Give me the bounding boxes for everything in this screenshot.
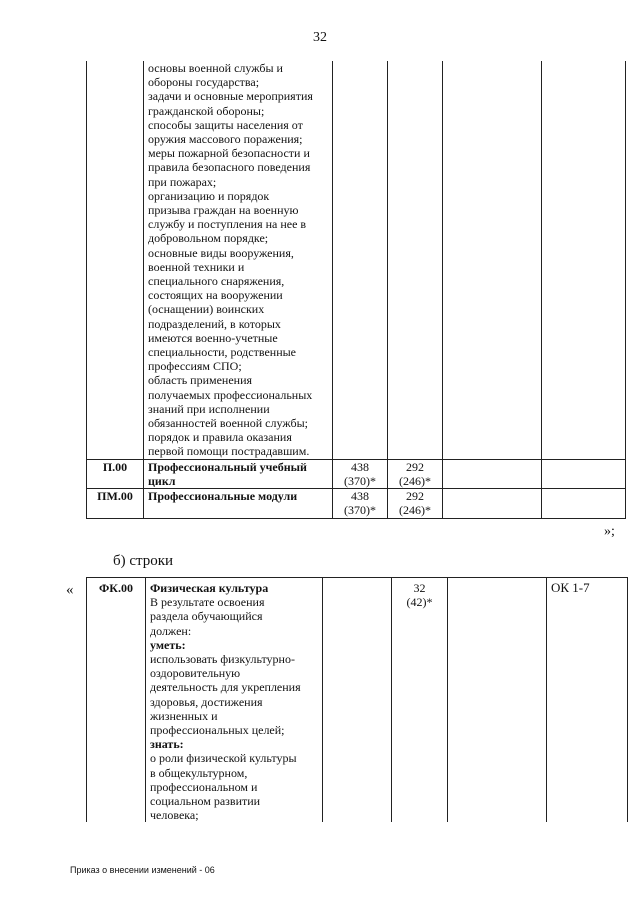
text-line: организацию и порядок: [148, 188, 270, 203]
text-line: порядок и правила оказания: [148, 430, 292, 445]
table-cell: [443, 459, 542, 488]
row-code: ФК.00: [87, 578, 146, 823]
curriculum-table-top: [86, 61, 626, 519]
text-line: основы военной службы и: [148, 61, 283, 75]
opening-quote-mark: «: [66, 582, 74, 598]
table-cell: [333, 61, 388, 459]
table-cell: [542, 61, 626, 459]
competency-codes: ОК 1-7: [547, 578, 628, 823]
row-code: П.00: [87, 459, 144, 488]
text-line: основные виды вооружения,: [148, 245, 294, 260]
discipline-description: Физическая культура В результате освоения раздела обучающийся должен: уметь: использовать физкультурно- оздоровительную деятельность для укрепления здоровья, достижения жизненных и профессиональных целей; знать: о роли физической культуры в общекультурном, профессиональном и социальном развитии человека;: [146, 578, 323, 823]
table-cell: [388, 61, 443, 459]
table-cell: [448, 578, 547, 823]
table-cell-code: [87, 61, 144, 459]
row-name: Профессиональный учебный цикл: [144, 459, 333, 488]
text-line: способы защиты населения от: [148, 117, 303, 132]
table-row: [87, 61, 626, 459]
table-cell: [323, 578, 392, 823]
text-line: при пожарах;: [148, 174, 217, 189]
row-name: Профессиональные модули: [144, 489, 333, 518]
closing-quote-mark: »;: [604, 524, 615, 539]
row-hours-max: 438 (370)*: [333, 489, 388, 518]
discipline-title: Физическая культура: [150, 581, 269, 595]
row-hours-required: 292 (246)*: [388, 489, 443, 518]
competency-text-cell: [144, 61, 333, 459]
text-line: специального снаряжения,: [148, 274, 285, 289]
text-line: получаемых профессиональных: [148, 387, 313, 402]
table-row-pm00: [87, 489, 626, 518]
page-number: 32: [313, 30, 327, 45]
text-line: гражданской обороны;: [148, 103, 265, 118]
row-hours-max: 438 (370)*: [333, 459, 388, 488]
text-line: службу и поступления на нее в: [148, 217, 307, 232]
text-line: призыва граждан на военную: [148, 203, 299, 218]
text-line: область применения: [148, 373, 253, 388]
text-line: первой помощи пострадавшим.: [148, 444, 310, 459]
text-line: меры пожарной безопасности и: [148, 146, 310, 161]
section-b-label: б) строки: [113, 553, 174, 569]
text-line: оружия массового поражения;: [148, 132, 303, 147]
text-line: военной техники и: [148, 259, 245, 274]
text-line: подразделений, в которых: [148, 316, 281, 331]
text-line: задачи и основные мероприятия: [148, 89, 313, 104]
table-cell: [542, 459, 626, 488]
table-cell: [542, 489, 626, 518]
footer-note: Приказ о внесении изменений - 06: [70, 865, 215, 875]
text-line: (оснащении) воинских: [148, 302, 265, 317]
text-line: обязанностей военной службы;: [148, 416, 308, 431]
text-line: обороны государства;: [148, 75, 260, 90]
knowledge-label: знать:: [150, 737, 184, 752]
row-code: ПМ.00: [87, 489, 144, 518]
table-row-fk00: [87, 578, 628, 823]
table-cell: [443, 489, 542, 518]
row-hours-required: 292 (246)*: [388, 459, 443, 488]
table-cell: [443, 61, 542, 459]
row-hours-required: 32 (42)*: [392, 578, 448, 823]
text-line: профессиям СПО;: [148, 359, 242, 374]
text-line: состоящих на вооружении: [148, 288, 283, 303]
curriculum-table-bottom: [86, 577, 628, 822]
text-line: знаний при исполнении: [148, 401, 270, 416]
table-row-p00: [87, 459, 626, 488]
skills-label: уметь:: [150, 637, 186, 652]
text-line: имеются военно-учетные: [148, 330, 278, 345]
text-line: правила безопасного поведения: [148, 160, 311, 175]
text-line: добровольном порядке;: [148, 231, 269, 246]
text-line: специальности, родственные: [148, 345, 297, 360]
